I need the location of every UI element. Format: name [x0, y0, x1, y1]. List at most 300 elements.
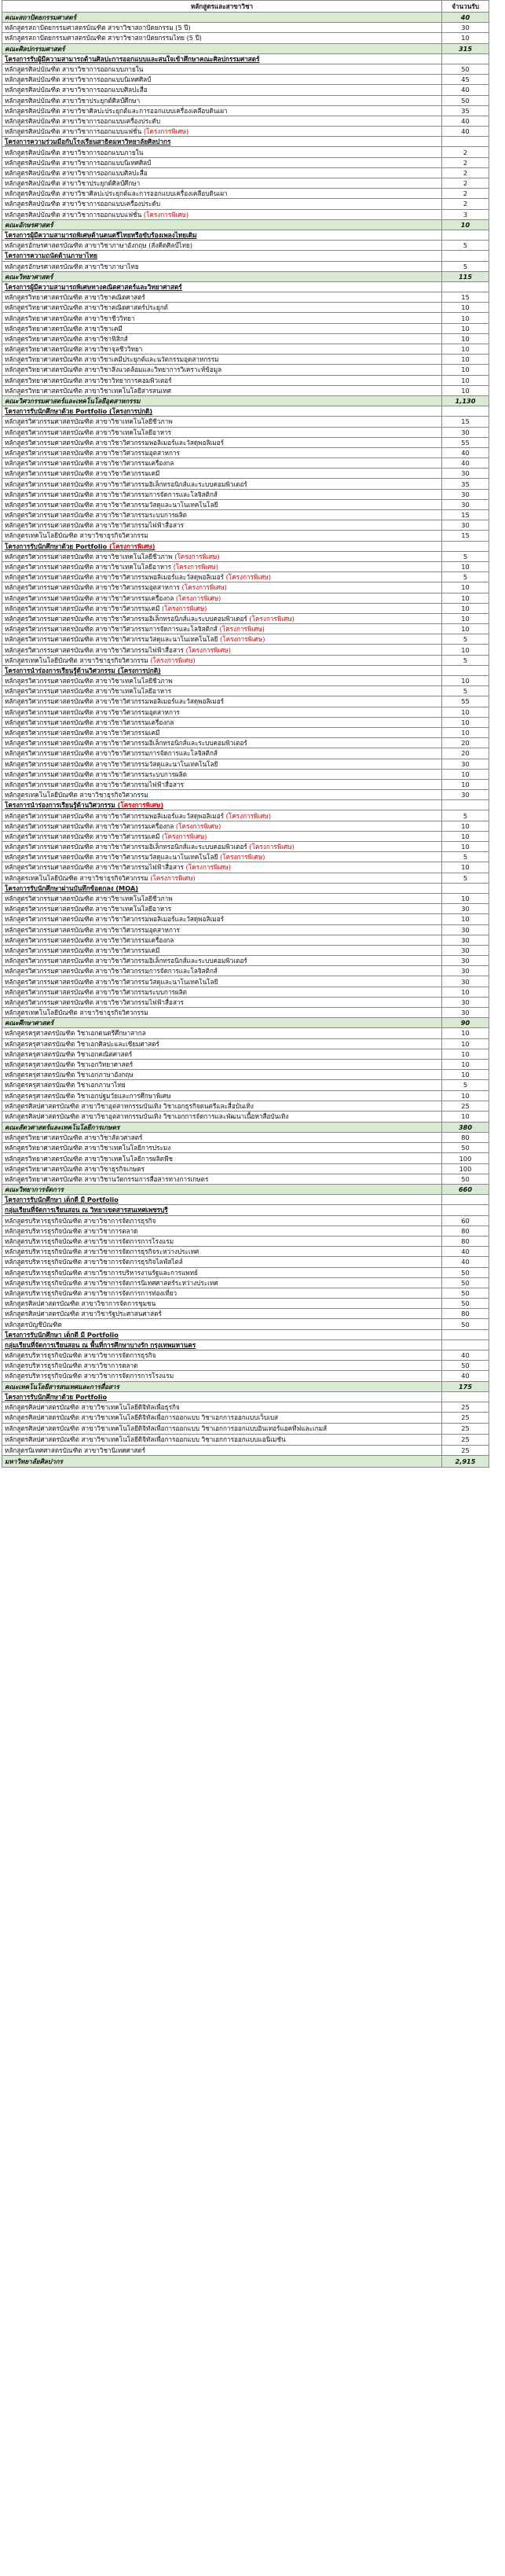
- program-name: หลักสูตรศิลปบัณฑิต สาขาวิชาการออกแบบนิเทศศิลป์: [5, 158, 152, 167]
- table-row: [2, 385, 489, 395]
- table-row: [2, 157, 489, 167]
- seat-count: 100: [442, 1163, 489, 1174]
- table-row: [2, 914, 489, 924]
- seat-count: 5: [442, 1080, 489, 1090]
- program-name: โครงการรับนักศึกษาด้วย Portfolio: [5, 1392, 108, 1401]
- program-name: คณะวิศวกรรมศาสตร์และเทคโนโลยีอุตสาหกรรม: [5, 397, 141, 406]
- table-row: [2, 116, 489, 126]
- program-name: หลักสูตรศิลปบัณฑิต สาขาวิชาการออกแบบภายใน: [5, 148, 144, 156]
- seat-count: 10: [442, 717, 489, 727]
- seat-count: 10: [442, 1049, 489, 1059]
- program-cell: [2, 271, 442, 281]
- program-cell: [2, 593, 442, 603]
- seat-count: 30: [442, 469, 489, 479]
- program-cell: [2, 1309, 442, 1319]
- program-cell: [2, 1215, 442, 1226]
- program-cell: [2, 199, 442, 209]
- program-name: หลักสูตรวิศวกรรมศาสตรบัณฑิต สาขาวิชาวิศวกรรมเคมี: [5, 469, 160, 478]
- seat-count: 1,130: [442, 395, 489, 406]
- table-row: [2, 1101, 489, 1111]
- table-row: [2, 572, 489, 582]
- program-name: มหาวิทยาลัยศิลปากร: [5, 1457, 63, 1466]
- program-cell: [2, 1090, 442, 1101]
- seat-count: 55: [442, 696, 489, 707]
- program-cell: [2, 95, 442, 105]
- table-row: [2, 924, 489, 935]
- program-cell: [2, 1299, 442, 1309]
- seat-count: 10: [442, 355, 489, 365]
- program-cell: [2, 727, 442, 737]
- header-program: หลักสูตรและสาขาวิชา: [2, 1, 442, 13]
- seat-count: 60: [442, 1215, 489, 1226]
- table-row: [2, 499, 489, 509]
- program-name: หลักสูตรศิลปศาสตรบัณฑิต สาขาวิชาอุตสาหกรรมบันเทิง วิชาเอกธุรกิจดนตรีและสื่อบันเทิง: [5, 1101, 254, 1110]
- program-cell: [2, 561, 442, 571]
- program-cell: [2, 355, 442, 365]
- seat-count: 10: [442, 219, 489, 230]
- program-name: หลักสูตรวิศวกรรมศาสตรบัณฑิต สาขาวิชาวิศวกรรมอุตสาหการ: [5, 448, 180, 457]
- seat-count: 5: [442, 873, 489, 883]
- program-cell: [2, 696, 442, 707]
- seat-count: 5: [442, 551, 489, 561]
- program-cell: [2, 1435, 442, 1446]
- table-row: [2, 1028, 489, 1038]
- program-name: หลักสูตรวิศวกรรมศาสตรบัณฑิต สาขาวิชาวิศวกรรมเคมี: [5, 729, 160, 737]
- program-cell: [2, 303, 442, 313]
- program-cell: [2, 1247, 442, 1257]
- table-row: [2, 105, 489, 116]
- table-row: [2, 531, 489, 541]
- table-row: [2, 634, 489, 645]
- special-project-note: (โครงการพิเศษ): [218, 853, 265, 862]
- seat-count: 30: [442, 976, 489, 987]
- program-cell: [2, 717, 442, 727]
- program-cell: [2, 510, 442, 520]
- program-cell: [2, 1413, 442, 1424]
- program-cell: [2, 945, 442, 955]
- program-cell: [2, 790, 442, 800]
- program-name: หลักสูตรเทคโนโลยีบัณฑิต สาขาวิชาธุรกิจวิศวกรรม: [5, 531, 148, 540]
- project-heading-row: [2, 541, 489, 551]
- seat-count: 30: [442, 489, 489, 499]
- project-heading-row: [2, 1391, 489, 1402]
- program-cell: [2, 1185, 442, 1195]
- table-row: [2, 966, 489, 976]
- table-row: [2, 323, 489, 333]
- program-name: หลักสูตรศิลปบัณฑิต สาขาวิชาประยุกต์ศิลป์ศึกษา: [5, 179, 141, 188]
- program-name: หลักสูตรวิศวกรรมศาสตรบัณฑิต สาขาวิชาเทคโนโลยีชีวภาพ: [5, 552, 173, 560]
- special-project-note: (โครงการพิเศษ): [224, 811, 272, 820]
- program-cell: [2, 1122, 442, 1132]
- program-name: หลักสูตรวิศวกรรมศาสตรบัณฑิต สาขาวิชาวิศวกรรมเครื่องกล: [5, 718, 174, 726]
- seat-count: 30: [442, 790, 489, 800]
- program-cell: [2, 769, 442, 779]
- program-cell: [2, 292, 442, 303]
- table-row: [2, 427, 489, 437]
- table-row: [2, 810, 489, 821]
- project-heading-row: [2, 53, 489, 64]
- table-row: [2, 1163, 489, 1174]
- program-cell: [2, 417, 442, 427]
- seat-count: 5: [442, 572, 489, 582]
- program-name: คณะวิทยาศาสตร์: [5, 272, 53, 281]
- admission-table: [2, 0, 489, 1468]
- program-cell: [2, 209, 442, 219]
- seat-count: 40: [442, 13, 489, 23]
- table-row: [2, 1371, 489, 1381]
- seat-count: 10: [442, 593, 489, 603]
- special-project-note: (โครงการพิเศษ): [159, 832, 207, 840]
- program-name: หลักสูตรวิทยาศาสตรบัณฑิต สาขาวิชาสิ่งแวดล้อมและวิทยาการวิเคราะห์ข้อมูล: [5, 366, 222, 374]
- table-row: [2, 1174, 489, 1184]
- program-cell: [2, 489, 442, 499]
- program-cell: [2, 842, 442, 852]
- program-name: หลักสูตรวิศวกรรมศาสตรบัณฑิต สาขาวิชาวิศวกรรมพอลิเมอร์และวัสดุพอลิเมอร์: [5, 697, 225, 706]
- program-name: หลักสูตรเทคโนโลยีบัณฑิต สาขาวิชาธุรกิจวิศวกรรม: [5, 791, 148, 799]
- program-name: คณะสถาปัตยกรรมศาสตร์: [5, 13, 76, 22]
- seat-count: 80: [442, 1226, 489, 1236]
- program-name: หลักสูตรบัญชีบัณฑิต: [5, 1320, 62, 1328]
- program-name: หลักสูตรวิศวกรรมศาสตรบัณฑิต สาขาวิชาวิศวกรรมเครื่องกล: [5, 459, 174, 468]
- seat-count: 30: [442, 935, 489, 945]
- faculty-row: [2, 1185, 489, 1195]
- program-name: หลักสูตรวิศวกรรมศาสตรบัณฑิต สาขาวิชาเทคโนโลยีชีวภาพ: [5, 895, 173, 903]
- seat-count: 40: [442, 1350, 489, 1361]
- program-name: หลักสูตรวิศวกรรมศาสตรบัณฑิต สาขาวิชาวิศวกรรมการจัดการและโลจิสติกส์: [5, 625, 218, 634]
- program-cell: [2, 852, 442, 862]
- table-row: [2, 593, 489, 603]
- table-row: [2, 1257, 489, 1267]
- program-cell: [2, 1028, 442, 1038]
- table-row: [2, 997, 489, 1007]
- seat-count: 50: [442, 1267, 489, 1277]
- program-cell: [2, 437, 442, 447]
- faculty-row: [2, 219, 489, 230]
- seat-count: 2: [442, 178, 489, 189]
- program-name: หลักสูตรวิศวกรรมศาสตรบัณฑิต สาขาวิชาวิศวกรรมการจัดการและโลจิสติกส์: [5, 749, 218, 758]
- table-row: [2, 1319, 489, 1329]
- program-cell: [2, 613, 442, 623]
- seat-count: 10: [442, 33, 489, 43]
- seat-count: [442, 541, 489, 551]
- program-name: หลักสูตรวิทยาศาสตรบัณฑิต สาขาวิชาเทคโนโลยีการประมง: [5, 1144, 171, 1152]
- seat-count: 10: [442, 624, 489, 634]
- project-heading-row: [2, 665, 489, 675]
- program-cell: [2, 831, 442, 841]
- program-cell: [2, 395, 442, 406]
- seat-count: 50: [442, 1288, 489, 1298]
- seat-count: 25: [442, 1446, 489, 1456]
- program-cell: [2, 385, 442, 395]
- table-row: [2, 624, 489, 634]
- seat-count: 10: [442, 1059, 489, 1069]
- seat-count: 10: [442, 645, 489, 655]
- program-name: หลักสูตรวิศวกรรมศาสตรบัณฑิต สาขาวิชาวิศวกรรมวัสดุและนาโนเทคโนโลยี: [5, 853, 218, 862]
- program-cell: [2, 1277, 442, 1288]
- header-seats: จำนวนรับ: [442, 1, 489, 13]
- program-name: หลักสูตรบริหารธุรกิจบัณฑิต สาขาวิชาการจัดการธุรกิจระหว่างประเทศ: [5, 1248, 199, 1256]
- table-row: [2, 956, 489, 966]
- program-cell: [2, 1174, 442, 1184]
- seat-count: 55: [442, 437, 489, 447]
- program-cell: [2, 1101, 442, 1111]
- seat-count: 5: [442, 655, 489, 665]
- program-name: หลักสูตรศิลปศาสตรบัณฑิต สาขาวิชาเทคโนโลยีดิจิทัลเพื่อการออกแบบ วิชาเอกการออกแบบเว็บเบส: [5, 1413, 279, 1422]
- seat-count: [442, 1329, 489, 1339]
- program-cell: [2, 582, 442, 593]
- program-name: โครงการรับนักศึกษาด้วย Portfolio (โครงการปกติ): [5, 407, 153, 416]
- seat-count: 35: [442, 105, 489, 116]
- program-name: หลักสูตรวิศวกรรมศาสตรบัณฑิต สาขาวิชาวิศวกรรมไฟฟ้าสื่อสาร: [5, 780, 184, 788]
- seat-count: 5: [442, 241, 489, 251]
- seat-count: 380: [442, 1122, 489, 1132]
- seat-count: 30: [442, 904, 489, 914]
- seat-count: 5: [442, 261, 489, 271]
- project-heading-row: [2, 800, 489, 810]
- program-name: หลักสูตรศิลปบัณฑิต สาขาวิชาการออกแบบเครื่องประดับ: [5, 116, 161, 125]
- project-heading-row: [2, 230, 489, 240]
- table-row: [2, 873, 489, 883]
- program-name: หลักสูตรวิศวกรรมศาสตรบัณฑิต สาขาวิชาวิศวกรรมอุตสาหการ: [5, 583, 180, 592]
- program-name: หลักสูตรศิลปศาสตรบัณฑิต สาขาวิชาเทคโนโลยีดิจิทัลเพื่อการออกแบบ วิชาเอกการออกแบบอินเทอร์แอคทีฟและเกมส์: [5, 1424, 328, 1433]
- table-row: [2, 561, 489, 571]
- table-row: [2, 1424, 489, 1435]
- table-row: [2, 333, 489, 344]
- special-project-note: (โครงการพิเศษ): [172, 552, 220, 560]
- seat-count: 40: [442, 1257, 489, 1267]
- seat-count: 25: [442, 1435, 489, 1446]
- seat-count: 10: [442, 987, 489, 997]
- program-cell: [2, 167, 442, 178]
- program-cell: [2, 655, 442, 665]
- table-row: [2, 852, 489, 862]
- seat-count: 30: [442, 924, 489, 935]
- program-name: หลักสูตรนิเทศศาสตรบัณฑิต สาขาวิชานิเทศศาสตร์: [5, 1446, 146, 1455]
- program-name: หลักสูตรศิลปบัณฑิต สาขาวิชาการออกแบบแฟชั่น: [5, 210, 142, 219]
- program-name: หลักสูตรบริหารธุรกิจบัณฑิต สาขาวิชาการจัดการการโรงแรม: [5, 1372, 174, 1380]
- program-name: หลักสูตรวิศวกรรมศาสตรบัณฑิต สาขาวิชาเทคโนโลยีอาหาร: [5, 563, 171, 571]
- table-row: [2, 603, 489, 613]
- seat-count: 2: [442, 167, 489, 178]
- table-row: [2, 1059, 489, 1069]
- project-heading-row: [2, 883, 489, 893]
- project-heading-row: [2, 1339, 489, 1350]
- seat-count: [442, 406, 489, 417]
- seat-count: [442, 665, 489, 675]
- program-name: หลักสูตรบริหารธุรกิจบัณฑิต สาขาวิชาการตลาด: [5, 1226, 138, 1235]
- table-row: [2, 167, 489, 178]
- program-name: หลักสูตรวิศวกรรมศาสตรบัณฑิต สาขาวิชาวิศวกรรมอิเล็กทรอนิกส์และระบบคอมพิวเตอร์: [5, 480, 247, 488]
- program-name: หลักสูตรวิศวกรรมศาสตรบัณฑิต สาขาวิชาวิศวกรรมอุตสาหการ: [5, 707, 180, 716]
- seat-count: 20: [442, 738, 489, 748]
- seat-count: 10: [442, 821, 489, 831]
- program-name: หลักสูตรวิทยาศาสตรบัณฑิต สาขาวิชาคณิตศาสตร์ประยุกต์: [5, 303, 168, 312]
- program-name: หลักสูตรบริหารธุรกิจบัณฑิต สาขาวิชาการบริหารงานรัฐและการแพทย์: [5, 1268, 198, 1277]
- program-cell: [2, 333, 442, 344]
- project-heading-row: [2, 251, 489, 261]
- program-name: หลักสูตรวิทยาศาสตรบัณฑิต สาขาวิชาเคมี: [5, 324, 123, 333]
- program-name: หลักสูตรบริหารธุรกิจบัณฑิต สาขาวิชาการจัดการการท่องเที่ยว: [5, 1288, 177, 1297]
- program-cell: [2, 1153, 442, 1163]
- seat-count: 30: [442, 945, 489, 955]
- table-row: [2, 676, 489, 686]
- program-cell: [2, 479, 442, 489]
- table-row: [2, 1226, 489, 1236]
- faculty-row: [2, 1381, 489, 1391]
- seat-count: [442, 1195, 489, 1205]
- program-cell: [2, 1329, 442, 1339]
- seat-count: 10: [442, 344, 489, 355]
- table-row: [2, 313, 489, 323]
- table-row: [2, 779, 489, 789]
- seat-count: 115: [442, 271, 489, 281]
- seat-count: [442, 1391, 489, 1402]
- table-row: [2, 1080, 489, 1090]
- table-row: [2, 1299, 489, 1309]
- program-cell: [2, 873, 442, 883]
- seat-count: 660: [442, 1185, 489, 1195]
- table-row: [2, 551, 489, 561]
- seat-count: 5: [442, 634, 489, 645]
- table-row: [2, 717, 489, 727]
- program-name: หลักสูตรวิศวกรรมศาสตรบัณฑิต สาขาวิชาวิศวกรรมไฟฟ้าสื่อสาร: [5, 998, 184, 1006]
- seat-count: 10: [442, 375, 489, 385]
- seat-count: 50: [442, 1143, 489, 1153]
- seat-count: 15: [442, 510, 489, 520]
- program-cell: [2, 157, 442, 167]
- table-row: [2, 292, 489, 303]
- special-project-note: (โครงการพิเศษ): [107, 542, 156, 550]
- table-row: [2, 1215, 489, 1226]
- table-row: [2, 904, 489, 914]
- table-row: [2, 769, 489, 779]
- special-project-note: (โครงการพิเศษ): [247, 843, 295, 851]
- table-row: [2, 1413, 489, 1424]
- seat-count: 45: [442, 75, 489, 85]
- program-cell: [2, 883, 442, 893]
- program-cell: [2, 251, 442, 261]
- table-row: [2, 178, 489, 189]
- program-cell: [2, 800, 442, 810]
- program-cell: [2, 956, 442, 966]
- seat-count: 30: [442, 427, 489, 437]
- program-name: หลักสูตรบริหารธุรกิจบัณฑิต สาขาวิชาการจัดการนิเทศศาสตร์ระหว่างประเทศ: [5, 1278, 218, 1287]
- special-project-note: (โครงการพิเศษ): [174, 821, 221, 830]
- seat-count: 10: [442, 603, 489, 613]
- program-name: หลักสูตรศิลปบัณฑิต สาขาวิชาการออกแบบศิลปะสื่อ: [5, 168, 148, 177]
- table-row: [2, 987, 489, 997]
- table-row: [2, 64, 489, 74]
- seat-count: 2: [442, 189, 489, 199]
- seat-count: 50: [442, 1277, 489, 1288]
- program-cell: [2, 85, 442, 95]
- program-cell: [2, 147, 442, 157]
- program-name: หลักสูตรวิศวกรรมศาสตรบัณฑิต สาขาวิชาวิศวกรรมวัสดุและนาโนเทคโนโลยี: [5, 500, 218, 509]
- program-name: คณะสัตวศาสตร์และเทคโนโลยีการเกษตร: [5, 1123, 120, 1131]
- special-project-note: (โครงการพิเศษ): [183, 645, 231, 654]
- table-row: [2, 1435, 489, 1446]
- table-row: [2, 1446, 489, 1456]
- program-cell: [2, 904, 442, 914]
- seat-count: 10: [442, 779, 489, 789]
- table-row: [2, 759, 489, 769]
- program-name: โครงการรับนักศึกษา เด็กดี มี Portfolio: [5, 1196, 119, 1204]
- program-cell: [2, 1133, 442, 1143]
- program-name: หลักสูตรวิศวกรรมศาสตรบัณฑิต สาขาวิชาวิศวกรรมอิเล็กทรอนิกส์และระบบคอมพิวเตอร์: [5, 843, 247, 851]
- special-project-note: (โครงการพิเศษ): [115, 801, 164, 810]
- program-cell: [2, 241, 442, 251]
- program-name: หลักสูตรวิศวกรรมศาสตรบัณฑิต สาขาวิชาวิศวกรรมอิเล็กทรอนิกส์และระบบคอมพิวเตอร์: [5, 739, 247, 748]
- table-row: [2, 199, 489, 209]
- table-row: [2, 489, 489, 499]
- program-name: หลักสูตรอักษรศาสตรบัณฑิต สาขาวิชาภาษาไทย: [5, 262, 139, 270]
- total-row: [2, 1456, 489, 1468]
- seat-count: 2: [442, 157, 489, 167]
- program-name: หลักสูตรบริหารธุรกิจบัณฑิต สาขาวิชาการจัดการธุรกิจ: [5, 1216, 156, 1225]
- program-cell: [2, 531, 442, 541]
- table-row: [2, 645, 489, 655]
- program-cell: [2, 810, 442, 821]
- program-cell: [2, 676, 442, 686]
- program-name: หลักสูตรศิลปศาสตรบัณฑิต สาขาวิชารัฐประศาสนศาสตร์: [5, 1310, 162, 1318]
- program-cell: [2, 1226, 442, 1236]
- program-name: หลักสูตรครุศาสตรบัณฑิต วิชาเอกภาษาอังกฤษ: [5, 1071, 134, 1079]
- table-row: [2, 1111, 489, 1122]
- program-name: หลักสูตรวิศวกรรมศาสตรบัณฑิต สาขาวิชาวิศวกรรมระบบการผลิต: [5, 770, 187, 778]
- table-row: [2, 1277, 489, 1288]
- table-row: [2, 127, 489, 137]
- program-cell: [2, 1288, 442, 1298]
- table-row: [2, 95, 489, 105]
- program-name: หลักสูตรเทคโนโลยีบัณฑิต สาขาวิชาธุรกิจวิศวกรรม: [5, 873, 148, 882]
- seat-count: 15: [442, 417, 489, 427]
- seat-count: 40: [442, 1371, 489, 1381]
- program-cell: [2, 748, 442, 759]
- table-row: [2, 748, 489, 759]
- seat-count: 40: [442, 127, 489, 137]
- program-cell: [2, 821, 442, 831]
- program-name: หลักสูตรวิทยาศาสตรบัณฑิต สาขาวิชาเคมีประยุกต์และนวัตกรรมอุตสาหกรรม: [5, 355, 219, 364]
- program-cell: [2, 987, 442, 997]
- program-name: หลักสูตรสถาปัตยกรรมศาสตรบัณฑิต สาขาวิชาสถาปัตยกรรมไทย (5 ปี): [5, 34, 202, 42]
- seat-count: 50: [442, 1174, 489, 1184]
- program-name: หลักสูตรครุศาสตรบัณฑิต วิชาเอกดนตรีศึกษาสากล: [5, 1029, 146, 1038]
- seat-count: 10: [442, 561, 489, 571]
- program-cell: [2, 665, 442, 675]
- program-name: คณะศิลปกรรมศาสตร์: [5, 44, 65, 53]
- seat-count: 10: [442, 893, 489, 903]
- seat-count: 80: [442, 1309, 489, 1319]
- seat-count: 100: [442, 1153, 489, 1163]
- seat-count: 50: [442, 1361, 489, 1371]
- program-cell: [2, 935, 442, 945]
- program-name: หลักสูตรวิศวกรรมศาสตรบัณฑิต สาขาวิชาวิศวกรรมวัสดุและนาโนเทคโนโลยี: [5, 759, 218, 768]
- seat-count: [442, 53, 489, 64]
- program-name: หลักสูตรศิลปศาสตรบัณฑิต สาขาวิชาเทคโนโลยีดิจิทัลเพื่อธุรกิจ: [5, 1403, 180, 1412]
- table-row: [2, 686, 489, 696]
- table-row: [2, 862, 489, 873]
- special-project-note: (โครงการพิเศษ): [218, 635, 265, 644]
- table-row: [2, 1049, 489, 1059]
- seat-count: 25: [442, 1424, 489, 1435]
- table-row: [2, 1361, 489, 1371]
- table-row: [2, 447, 489, 458]
- program-cell: [2, 976, 442, 987]
- program-name: โครงการนำร่องการเรียนรู้ด้านวิศวกรรม: [5, 801, 115, 810]
- program-name: หลักสูตรเทคโนโลยีบัณฑิต สาขาวิชาธุรกิจวิศวกรรม: [5, 1009, 148, 1017]
- table-row: [2, 1288, 489, 1298]
- seat-count: 30: [442, 966, 489, 976]
